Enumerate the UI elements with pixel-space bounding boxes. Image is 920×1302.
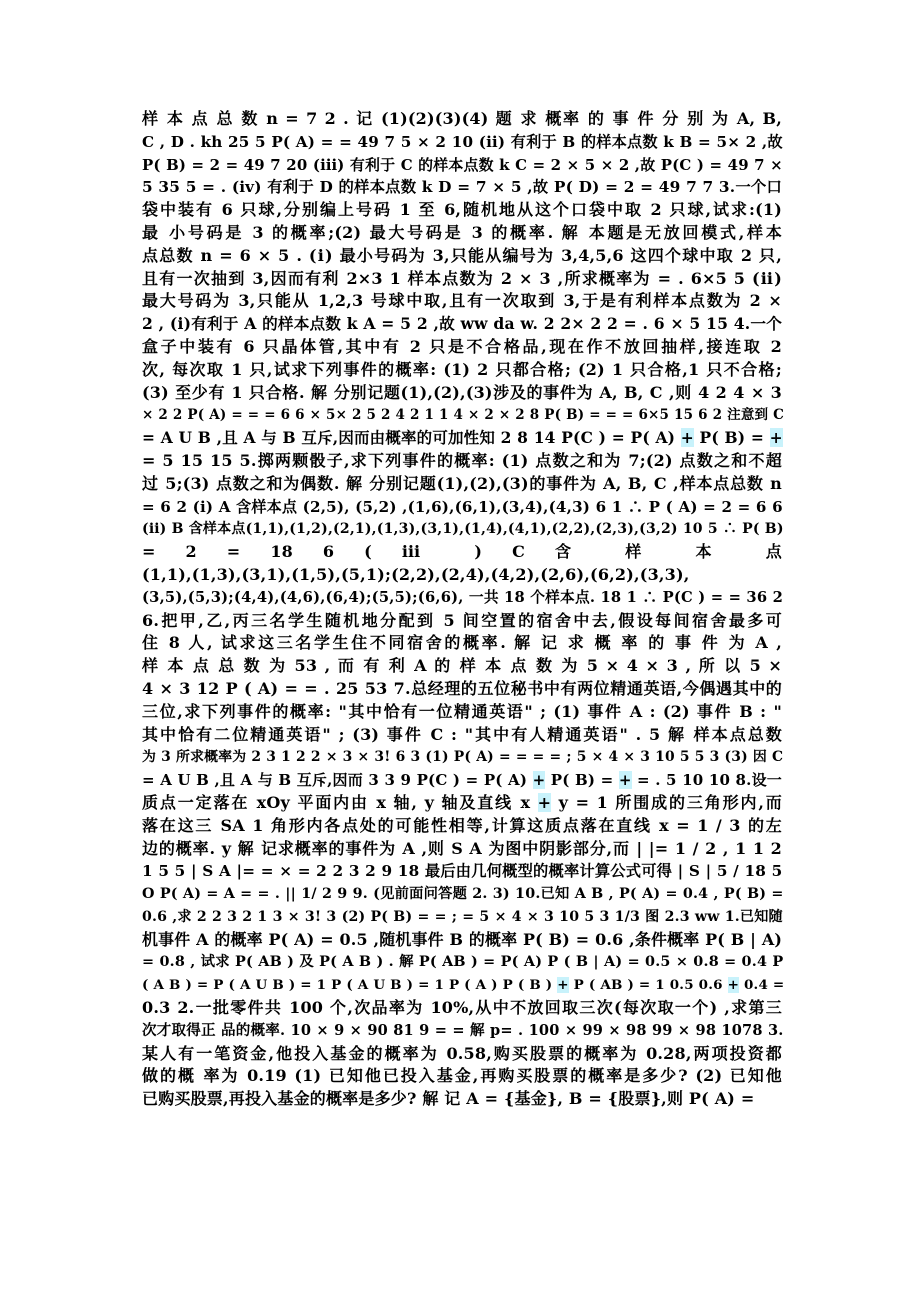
text-line: P( B) = 2 = 49 7 20 (ⅲ) 有利于 C 的样本点数 k C = 2 × 5 × 2 ,故 P(C ) = 49 7 × [142, 155, 783, 174]
text-line: 6.把甲,乙,丙三名学生随机地分配到 5 间空置的宿舍中去,假设每间宿舍最多可 [142, 610, 782, 630]
text-line: 已购买股票,再投入基金的概率是多少? 解 记 A = {基金}, B = {股票},则 P( A) = [142, 1089, 755, 1109]
text-line: 次才取得正 品的概率. 10 × 9 × 90 81 9 = = 解 p= . 100 × 99 × 98 99 × 98 1078 3. [142, 1021, 784, 1039]
text-line: 样 本 点 总 数 为 53 , 而 有 利 A 的 样 本 点 数 为 5 × 4 × 3 , 所 以 5 × [142, 656, 782, 676]
text-line: (1,1),(1,3),(3,1),(1,5),(5,1);(2,2),(2,4),(4,2),(2,6),(6,2),(3,3), [142, 564, 690, 584]
highlighted-plus: + [680, 428, 694, 448]
text-segment: = . 5 10 10 8.设一 [631, 771, 782, 790]
text-line: 住 8 人, 试求这三名学生住不同宿舍的概率. 解 记 求 概 率 的 事 件 为 A , [142, 633, 782, 653]
text-line [142, 792, 782, 815]
text-line: 为 3 所求概率为 2 3 1 2 2 × 3 × 3! 6 3 (1) P( A) = = = = ; 5 × 4 × 3 10 5 5 3 (3) 因 C [142, 749, 784, 766]
text-segment: ( A B ) = P ( A U B ) = 1 P ( A U B ) = 1 P ( A ) P ( B ) [142, 977, 558, 994]
text-line: 边的概率. y 解 记求概率的事件为 A ,则 S A 为图中阴影部分,而 | |= 1 / 2 , 1 1 2 [142, 838, 782, 858]
text-line [142, 427, 782, 450]
text-line: 盒子中装有 6 只晶体管,其中有 2 只是不合格品,现在作不放回抽样,接连取 2 [142, 336, 782, 356]
text-line: C , D . kh 25 5 P( A) = = 49 7 5 × 2 10 (ⅱ) 有利于 B 的样本点数 k B = 5× 2 ,故 [142, 132, 783, 151]
text-line: 落在这三 SA 1 角形内各点处的可能性相等,计算这质点落在直线 x = 1 / 3 的左 [142, 815, 782, 835]
highlighted-plus: + [769, 428, 783, 448]
document-page [142, 108, 785, 1111]
text-line: 且有一次抽到 3,因而有利 2×3 1 样本点数为 2 × 3 ,所求概率为 = . 6×5 5 (ⅱ) [142, 268, 782, 288]
text-line: 样 本 点 总 数 n = 7 2 . 记 (1)(2)(3)(4) 题 求 概率 的 事 件 分 别 为 A, B, [142, 109, 782, 128]
text-line: 次, 每次取 1 只,试求下列事件的概率: (1) 2 只都合格; (2) 1 只合格,1 只不合格; [142, 359, 782, 379]
text-line: (3,5),(5,3);(4,4),(4,6),(6,4);(5,5);(6,6), 一共 18 个样本点. 18 1 ∴ P(C ) = = 36 2 [142, 588, 784, 606]
text-line: 5 35 5 = . (ⅳ) 有利于 D 的样本点数 k D = 7 × 5 ,故 P( D) = 2 = 49 7 7 3.一个口 [142, 178, 782, 197]
text-segment: = A U B ,且 A 与 B 互斥,因而由概率的可加性知 2 8 14 P(C ) = P( A) [142, 428, 681, 448]
text-line: 过 5;(3) 点数之和为偶数. 解 分别记题(1),(2),(3)的事件为 A, B, C ,样本点总数 n [142, 473, 782, 493]
text-line: 做的概 率为 0.19 (1) 已知他已投入基金,再购买股票的概率是多少? (2) 已知他 [142, 1066, 782, 1086]
text-line: 某人有一笔资金,他投入基金的概率为 0.58,购买股票的概率为 0.28,两项投资都 [142, 1043, 782, 1063]
text-segment: = A U B ,且 A 与 B 互斥,因而 3 3 9 P(C ) = P( A) [142, 771, 533, 790]
text-line: 4 × 3 12 P ( A) = = . 25 53 7.总经理的五位秘书中有两位精通英语,今偶遇其中的 [142, 678, 782, 698]
text-segment: P( B) = [693, 428, 770, 448]
text-segment: P ( AB ) = 1 0.5 0.6 [568, 977, 728, 994]
highlighted-plus: + [557, 977, 569, 994]
text-line: 点总数 n = 6 × 5 . (ⅰ) 最小号码为 3,只能从编号为 3,4,5,6 这四个球中取 2 只, [142, 245, 782, 265]
text-line: = 6 2 (ⅰ) A 含样本点 (2,5), (5,2) ,(1,6),(6,1),(3,4),(4,3) 6 1 ∴ P ( A) = 2 = 6 6 [142, 497, 783, 516]
highlighted-plus: + [537, 792, 552, 812]
text-line: 其中恰有二位精通英语" ; (3) 事件 C : "其中有人精通英语" . 5 解 样本点总数 [142, 724, 782, 744]
text-line [142, 974, 785, 997]
text-line: O P( A) = A = = . || 1/ 2 9 9. (见前面问答题 2. 3) 10.已知 A B , P( A) = 0.4 , P( B) = [142, 886, 784, 903]
text-line: 袋中装有 6 只球,分别编上号码 1 至 6,随机地从这个口袋中取 2 只球,试求:(1) [142, 200, 782, 220]
highlighted-plus: + [618, 771, 632, 790]
text-line: 1 5 5 | S A |= = × = 2 2 3 2 9 18 最后由几何概型的概率计算公式可得 | S | 5 / 18 5 [142, 862, 783, 881]
text-line: × 2 2 P( A) = = = 6 6 × 5× 2 5 2 4 2 1 1 4 × 2 × 2 8 P( B) = = = 6×5 15 6 2 注意到 C [142, 407, 785, 424]
text-line: 三位,求下列事件的概率: "其中恰有一位精通英语" ; (1) 事件 A : (2) 事件 B : " [142, 701, 782, 721]
text-line [142, 769, 782, 792]
text-line: = 2 = 18 6 ( ⅲ ) C 含 样 本 点 [142, 542, 782, 562]
text-line: 机事件 A 的概率 P( A) = 0.5 ,随机事件 B 的概率 P( B) = 0.6 ,条件概率 P( B | A) [142, 929, 783, 949]
text-line: 最 小号码是 3 的概率;(2) 最大号码是 3 的概率. 解 本题是无放回模式,样本 [142, 222, 782, 242]
text-line: 0.3 2.一批零件共 100 个,次品率为 10%,从中不放回取三次(每次取一个) ,求第三 [142, 998, 782, 1018]
text-line: = 0.8 , 试求 P( AB ) 及 P( A B ) . 解 P( AB ) = P( A) P ( B | A) = 0.5 × 0.8 = 0.4 P [142, 953, 784, 971]
highlighted-plus: + [532, 771, 546, 790]
text-segment: 质点一定落在 xOy 平面内由 x 轴, y 轴及直线 x [142, 792, 538, 812]
text-line: 2 , (ⅰ)有利于 A 的样本点数 k A = 5 2 ,故 ww da w. 2 2× 2 2 = . 6 × 5 15 4.一个 [142, 314, 782, 334]
text-line: = 5 15 15 5.掷两颗骰子,求下列事件的概率: (1) 点数之和为 7;(2) 点数之和不超 [142, 450, 782, 470]
text-segment: 0.4 = [739, 977, 785, 994]
text-line: 最大号码为 3,只能从 1,2,3 号球中取,且有一次取到 3,于是有利样本点数为 2 × [142, 291, 782, 311]
text-line: (3) 至少有 1 只合格. 解 分别记题(1),(2),(3)涉及的事件为 A, B, C ,则 4 2 4 × 3 [142, 382, 782, 402]
text-line: (ⅱ) B 含样本点(1,1),(1,2),(2,1),(1,3),(3,1),(1,4),(4,1),(2,2),(2,3),(3,2) 10 5 ∴ P( B) [142, 521, 784, 538]
text-line: 0.6 ,求 2 2 3 2 1 3 × 3! 3 (2) P( B) = = ; = 5 × 4 × 3 10 5 3 1/3 图 2.3 ww 1.已知随 [142, 908, 783, 925]
text-segment: y = 1 所围成的三角形内,而 [551, 792, 782, 812]
text-segment: P( B) = [545, 771, 619, 790]
highlighted-plus: + [727, 977, 740, 994]
